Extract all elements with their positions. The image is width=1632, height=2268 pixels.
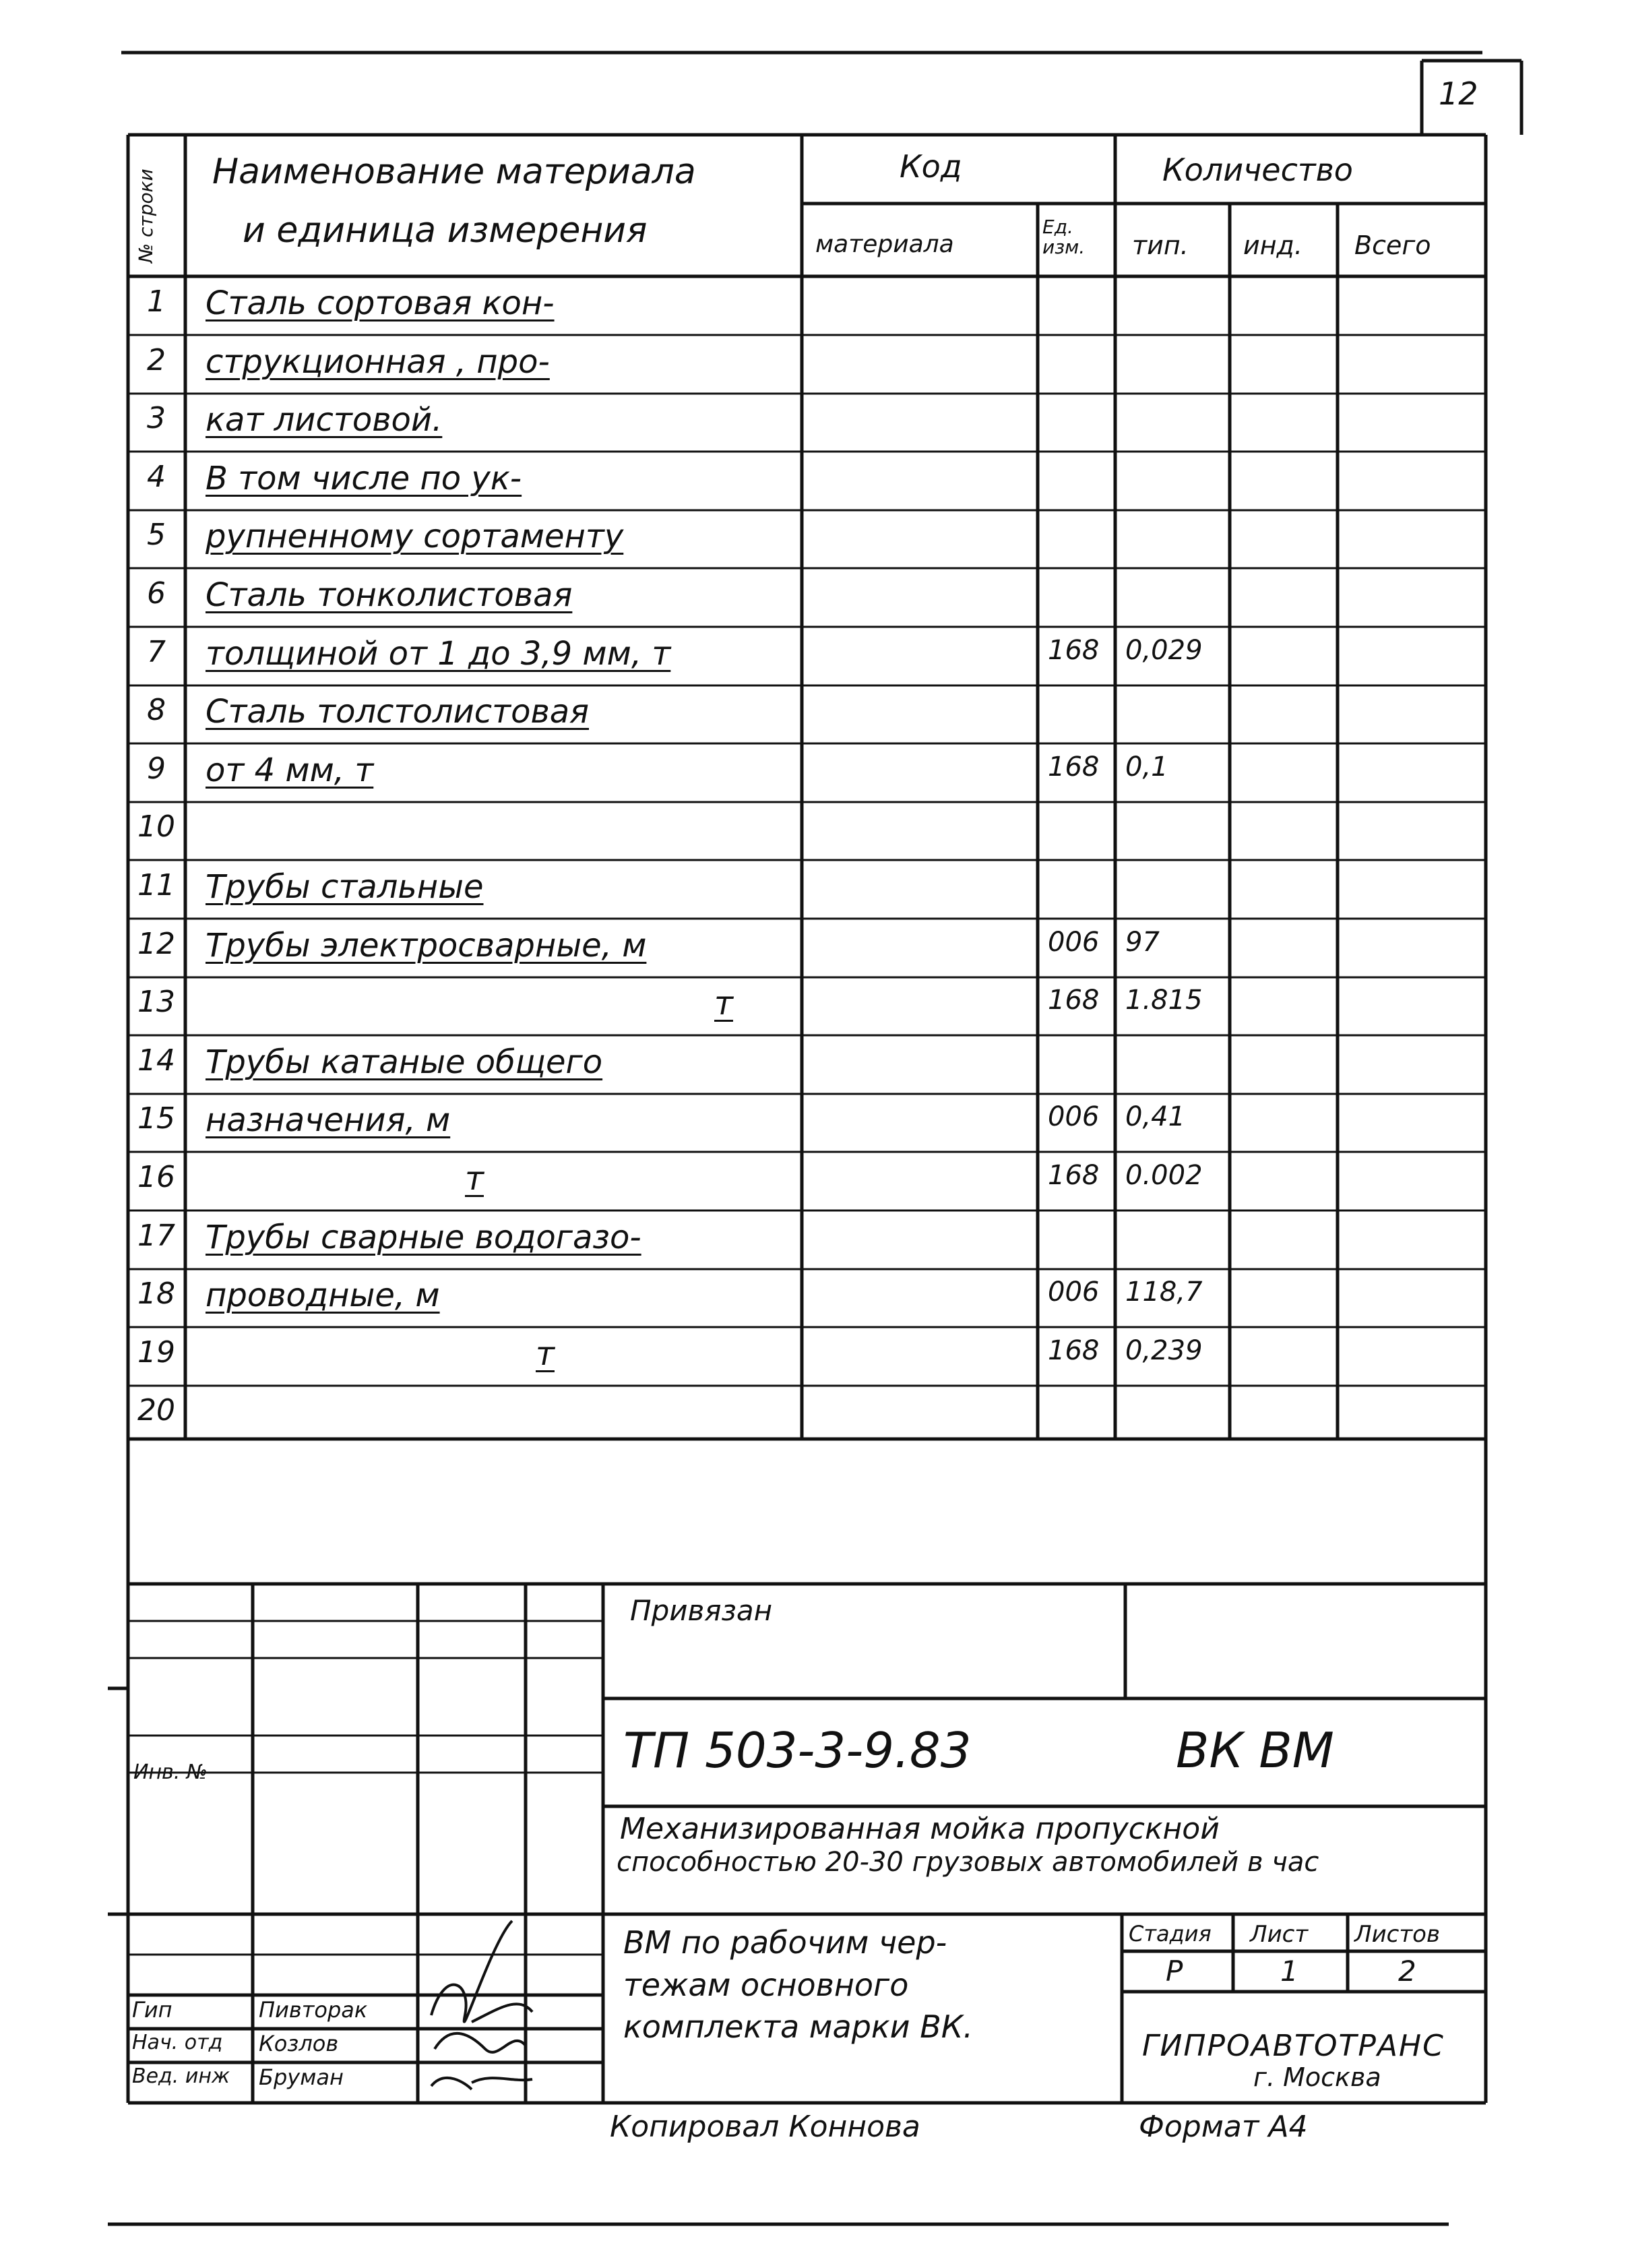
row-name: толщиной от 1 до 3,9 мм, т xyxy=(206,634,671,673)
signer-name-3: Бруман xyxy=(259,2064,344,2090)
row-number: 3 xyxy=(147,401,166,436)
row-unit-code: 168 xyxy=(1048,985,1100,1016)
row-number: 20 xyxy=(137,1393,175,1428)
row-number: 4 xyxy=(147,459,166,494)
stamp-inv-no: Инв. № xyxy=(133,1760,208,1784)
stamp-sheet: 1 xyxy=(1280,1955,1298,1988)
row-number: 1 xyxy=(147,284,166,319)
row-number: 14 xyxy=(137,1043,175,1078)
row-qty-typ: 0,029 xyxy=(1125,634,1203,666)
row-unit-code: 168 xyxy=(1048,1335,1100,1366)
row-number: 19 xyxy=(137,1335,175,1370)
footer-format: Формат А4 xyxy=(1139,2110,1308,2144)
row-number: 6 xyxy=(147,576,166,611)
row-unit-code: 168 xyxy=(1048,634,1100,666)
signer-name-1: Пивторак xyxy=(259,1997,368,2023)
row-name: назначения, м xyxy=(206,1101,451,1140)
header-quantity: Количество xyxy=(1162,152,1353,188)
row-unit-code: 006 xyxy=(1048,1101,1100,1133)
row-qty-typ: 0,41 xyxy=(1125,1101,1186,1133)
row-name: т xyxy=(714,985,733,1023)
header-name-line2: и единица измерения xyxy=(243,210,648,251)
row-number: 5 xyxy=(147,518,166,553)
row-number: 18 xyxy=(137,1277,175,1312)
row-name: проводные, м xyxy=(206,1277,440,1315)
stamp-desc-line2: тежам основного xyxy=(623,1967,909,2003)
row-qty-typ: 0,239 xyxy=(1125,1335,1203,1366)
row-name: струкционная , про- xyxy=(206,342,550,381)
row-name: Трубы катаные общего xyxy=(206,1043,603,1081)
row-number: 11 xyxy=(137,868,175,902)
stamp-sheet-label: Лист xyxy=(1250,1921,1309,1948)
row-number: 17 xyxy=(137,1218,175,1253)
row-number: 13 xyxy=(137,985,175,1020)
stamp-title-line1: Механизированная мойка пропускной xyxy=(620,1812,1220,1846)
signer-role-2: Нач. отд xyxy=(132,2031,223,2054)
stamp-privyazan: Привязан xyxy=(630,1594,773,1627)
row-number: 12 xyxy=(137,926,175,961)
row-name: кат листовой. xyxy=(206,401,443,439)
header-qty-ind: инд. xyxy=(1243,231,1303,260)
stamp-title-line2: способностью 20-30 грузовых автомобилей в час xyxy=(617,1847,1319,1878)
row-number: 16 xyxy=(137,1160,175,1194)
stamp-org-line1: ГИПРОАВТОТРАНС xyxy=(1142,2029,1445,2063)
row-name: т xyxy=(465,1160,484,1198)
stamp-sheets: 2 xyxy=(1398,1955,1416,1988)
row-unit-code: 006 xyxy=(1048,1277,1100,1308)
row-unit-code: 168 xyxy=(1048,1160,1100,1191)
row-qty-typ: 118,7 xyxy=(1125,1277,1203,1308)
stamp-stage: Р xyxy=(1166,1955,1183,1988)
row-qty-typ: 97 xyxy=(1125,926,1160,958)
row-name: Сталь толстолистовая xyxy=(206,693,590,731)
signer-role-3: Вед. инж xyxy=(132,2064,230,2088)
row-name: Трубы сварные водогазо- xyxy=(206,1218,641,1256)
row-name: Трубы электросварные, м xyxy=(206,926,647,964)
stamp-org-line2: г. Москва xyxy=(1253,2062,1381,2092)
header-qty-typ: тип. xyxy=(1132,231,1189,260)
row-qty-typ: 1.815 xyxy=(1125,985,1203,1016)
row-unit-code: 006 xyxy=(1048,926,1100,958)
row-name: Сталь сортовая кон- xyxy=(206,284,555,322)
header-code-material: материала xyxy=(815,231,954,258)
footer-copied: Копировал Коннова xyxy=(610,2110,920,2144)
stamp-desc-line1: ВМ по рабочим чер- xyxy=(623,1924,947,1961)
row-number: 2 xyxy=(147,342,166,377)
stamp-doc-code: ТП 503-3-9.83 xyxy=(623,1722,972,1779)
header-code: Код xyxy=(900,148,962,185)
header-qty-total: Всего xyxy=(1354,231,1431,260)
stamp-stage-label: Стадия xyxy=(1129,1921,1212,1947)
sheet-number: 12 xyxy=(1439,75,1478,112)
stamp-sheets-label: Листов xyxy=(1354,1921,1441,1948)
row-qty-typ: 0.002 xyxy=(1125,1160,1203,1191)
stamp-desc-line3: комплекта марки ВК. xyxy=(623,2009,974,2045)
header-name-line1: Наименование материала xyxy=(212,152,696,192)
row-name: т xyxy=(536,1335,555,1373)
row-number: 7 xyxy=(147,634,166,669)
signer-name-2: Козлов xyxy=(259,2031,339,2056)
row-number: 9 xyxy=(147,751,166,786)
header-row-no: № строки xyxy=(135,168,157,263)
row-name: от 4 мм, т xyxy=(206,751,374,789)
row-number: 10 xyxy=(137,809,175,845)
row-number: 8 xyxy=(147,693,166,728)
row-name: Сталь тонколистовая xyxy=(206,576,573,614)
row-name: В том числе по ук- xyxy=(206,459,522,497)
header-code-unit: Ед. изм. xyxy=(1042,216,1086,258)
row-number: 15 xyxy=(137,1101,175,1136)
row-name: Трубы стальные xyxy=(206,868,484,906)
row-unit-code: 168 xyxy=(1048,751,1100,783)
row-qty-typ: 0,1 xyxy=(1125,751,1168,783)
stamp-mark: ВК ВМ xyxy=(1176,1722,1334,1779)
signer-role-1: Гип xyxy=(132,1997,172,2023)
row-name: рупненному сортаменту xyxy=(206,518,624,556)
